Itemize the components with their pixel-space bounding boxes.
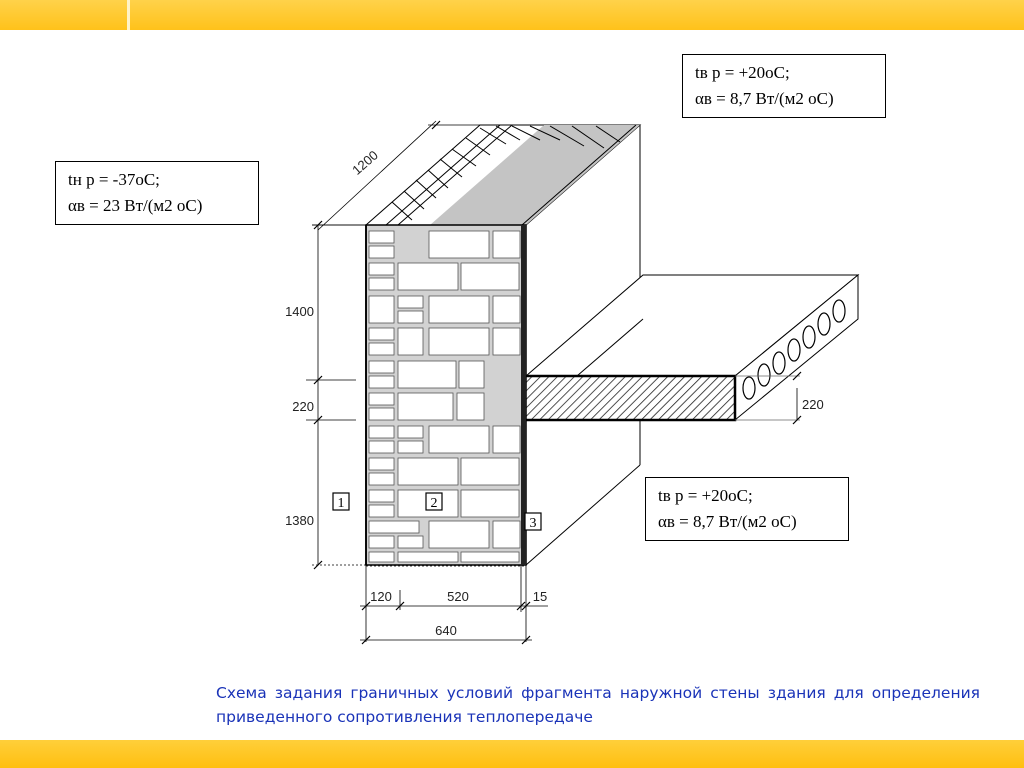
outer-alpha-line: αв = 23 Вт/(м2 оС) xyxy=(68,196,203,215)
room-conditions-box-bottom xyxy=(645,477,849,541)
layer-tag-1: 1 xyxy=(337,496,345,511)
layer-tag-3: 3 xyxy=(529,516,537,531)
dim-slab-thickness: 220 xyxy=(802,397,824,412)
wall-section xyxy=(366,225,526,565)
bottom-accent-band xyxy=(0,740,1024,768)
dim-layer-main: 520 xyxy=(447,589,469,604)
dim-top-depth: 1200 xyxy=(349,147,381,178)
outer-temp-line: tн р = -37оС; xyxy=(68,170,160,189)
outer-conditions-box xyxy=(55,161,259,225)
room-alpha-line-bottom: αв = 8,7 Вт/(м2 оС) xyxy=(658,512,797,531)
room-alpha-line-top: αв = 8,7 Вт/(м2 оС) xyxy=(695,89,834,108)
dim-left-middle: 220 xyxy=(292,399,314,414)
wall-top-face xyxy=(366,125,640,225)
room-conditions-box-top xyxy=(682,54,886,118)
dim-layer-inner: 15 xyxy=(532,589,548,604)
dim-layer-outer: 120 xyxy=(370,589,392,604)
room-temp-line-bottom: tв р = +20оС; xyxy=(658,486,753,505)
room-temp-line-top: tв р = +20оС; xyxy=(695,63,790,82)
layer-tag-2: 2 xyxy=(430,496,438,511)
slide-caption: Схема задания граничных условий фрагмента наружной стены здания для определения приведенного сопротивления теплопередаче xyxy=(216,684,980,726)
dim-total-width: 640 xyxy=(435,623,457,638)
dim-left-lower: 1380 xyxy=(285,513,314,528)
slab-section xyxy=(496,376,735,420)
dim-left-upper: 1400 xyxy=(285,304,314,319)
